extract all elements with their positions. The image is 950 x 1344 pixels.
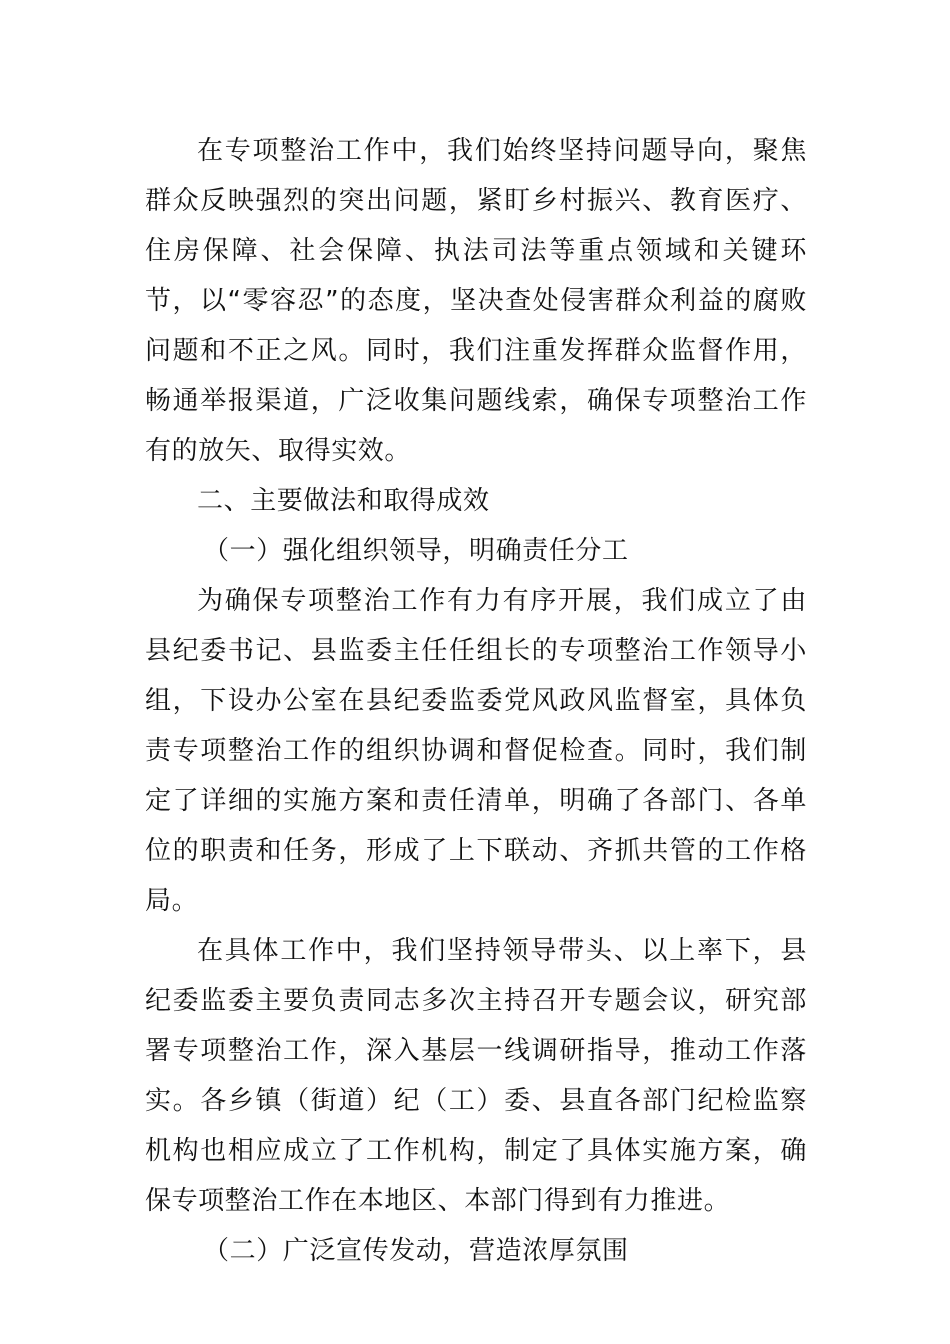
subheading-publicity-mobilization: （二）广泛宣传发动，营造浓厚氛围 xyxy=(203,1236,629,1266)
document-body xyxy=(145,126,807,1276)
paragraph-specific-work: 在具体工作中，我们坚持领导带头、以上率下，县纪委监委主要负责同志多次主持召开专题会议，研究部署专项整治工作，深入基层一线调研指导，推动工作落实。各乡镇（街道）纪（工）委、县直各部门纪检监察机构也相应成立了工作机构，制定了具体实施方案，确保专项整治工作在本地区、本部门得到有力推进。 xyxy=(145,936,807,1216)
section-heading-main-practices: 二、主要做法和取得成效 xyxy=(197,486,490,516)
subheading-organization-leadership: （一）强化组织领导，明确责任分工 xyxy=(203,536,629,566)
paragraph-special-rectification: 在专项整治工作中，我们始终坚持问题导向，聚焦群众反映强烈的突出问题，紧盯乡村振兴、教育医疗、住房保障、社会保障、执法司法等重点领域和关键环节，以“零容忍”的态度，坚决查处侵害群众利益的腐败问题和不正之风。同时，我们注重发挥群众监督作用，畅通举报渠道，广泛收集问题线索，确保专项整治工作有的放矢、取得实效。 xyxy=(145,136,807,466)
paragraph-leading-group: 为确保专项整治工作有力有序开展，我们成立了由县纪委书记、县监委主任任组长的专项整治工作领导小组，下设办公室在县纪委监委党风政风监督室，具体负责专项整治工作的组织协调和督促检查。同时，我们制定了详细的实施方案和责任清单，明确了各部门、各单位的职责和任务，形成了上下联动、齐抓共管的工作格局。 xyxy=(145,586,807,916)
